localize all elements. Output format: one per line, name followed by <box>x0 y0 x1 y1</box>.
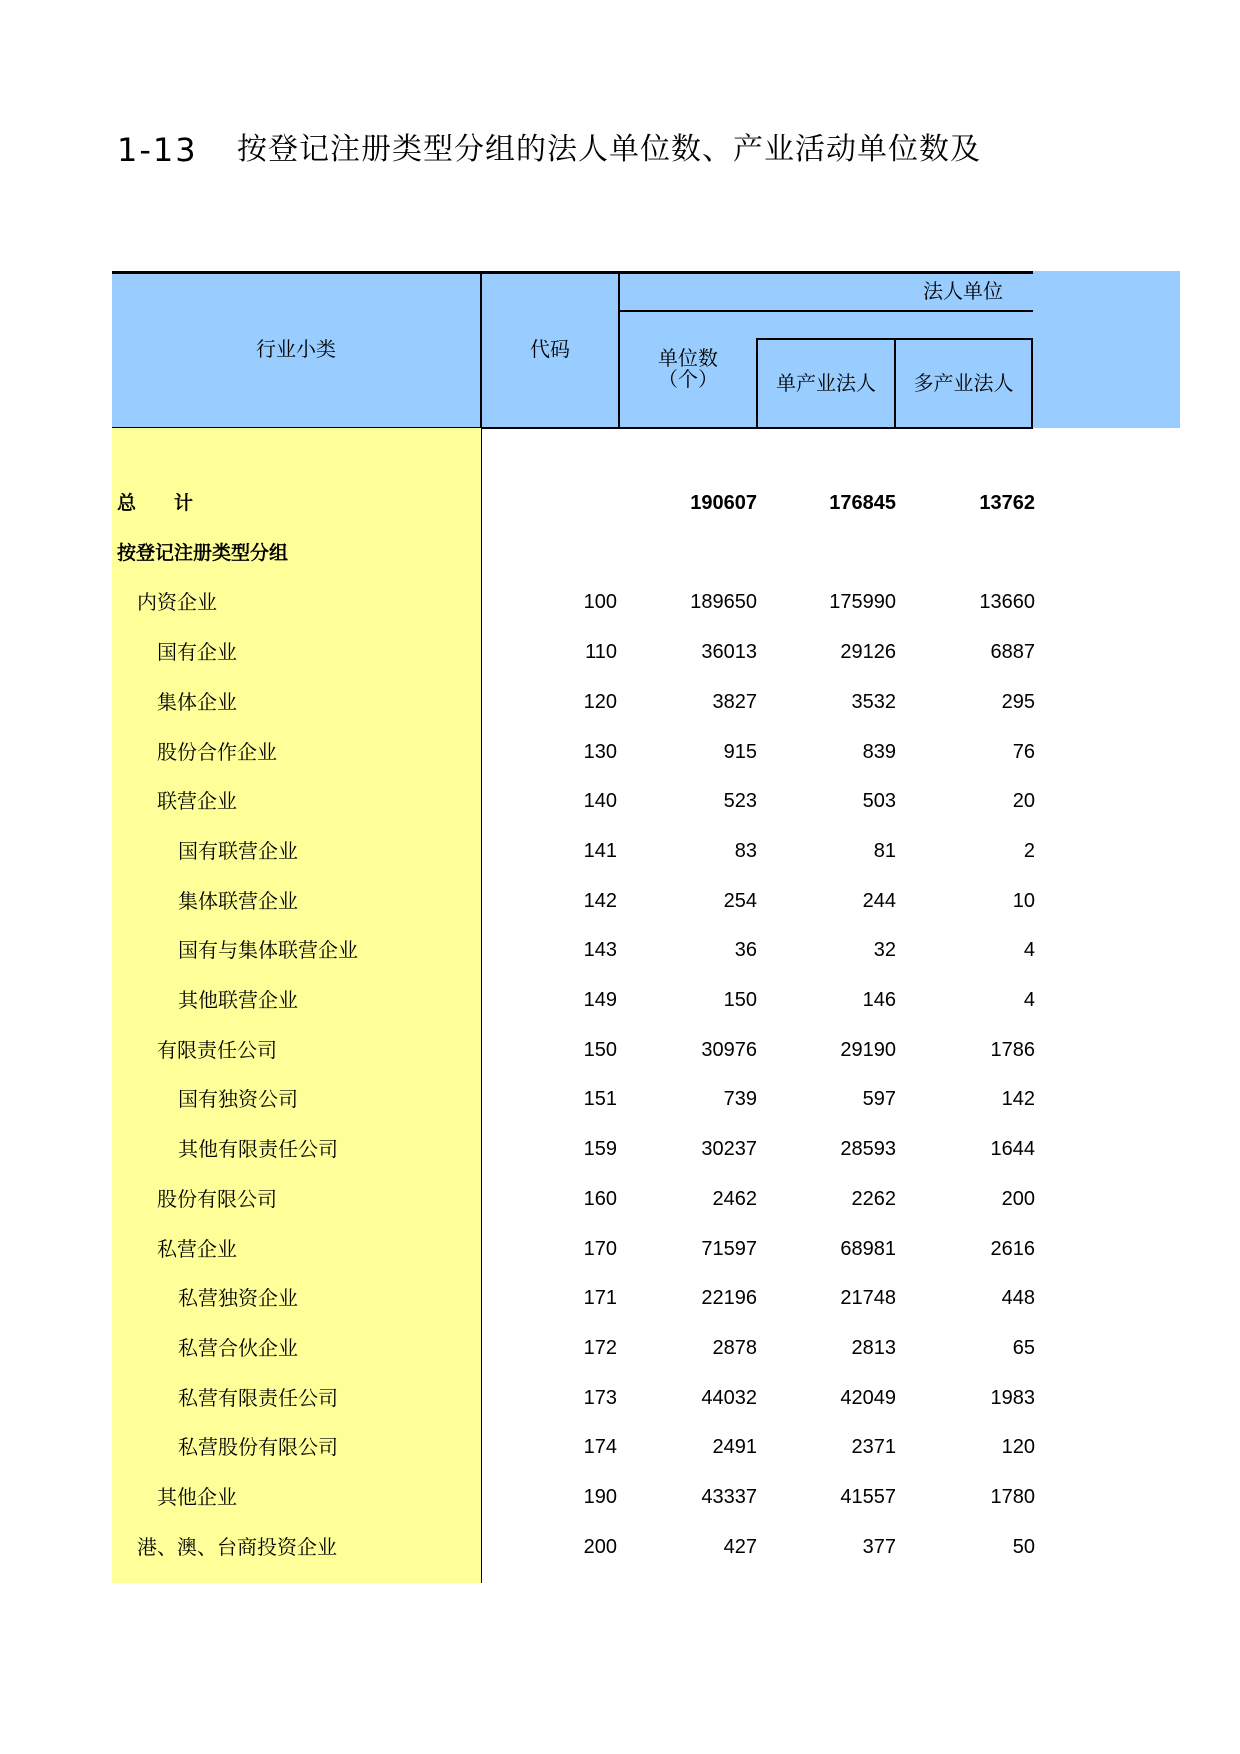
row-name: 集体企业 <box>157 690 237 714</box>
table-row <box>0 1522 1240 1572</box>
row-code: 149 <box>583 989 617 1011</box>
row-units: 523 <box>723 790 757 812</box>
row-single-industry: 244 <box>862 890 896 912</box>
row-code: 110 <box>585 641 617 663</box>
row-single-industry: 32 <box>873 939 896 961</box>
row-single-industry: 175990 <box>829 591 896 613</box>
table-row <box>0 677 1240 727</box>
row-multi-industry: 1644 <box>990 1138 1035 1160</box>
row-single-industry: 41557 <box>840 1486 896 1508</box>
row-single-industry: 2262 <box>851 1188 896 1210</box>
row-multi-industry: 76 <box>1012 741 1035 763</box>
row-units: 83 <box>734 840 757 862</box>
row-units: 427 <box>723 1536 757 1558</box>
row-code: 159 <box>583 1138 617 1160</box>
row-name: 集体联营企业 <box>178 889 298 913</box>
row-single-industry: 42049 <box>840 1387 896 1409</box>
row-units: 30976 <box>701 1039 757 1061</box>
row-units: 22196 <box>701 1287 757 1309</box>
row-code: 142 <box>583 890 617 912</box>
table-row <box>0 1074 1240 1124</box>
row-code: 160 <box>583 1188 617 1210</box>
row-units: 254 <box>723 890 757 912</box>
row-units: 3827 <box>712 691 757 713</box>
row-code: 120 <box>583 691 617 713</box>
header-code: 代码 <box>530 337 570 361</box>
row-code: 171 <box>583 1287 617 1309</box>
row-code: 151 <box>583 1088 617 1110</box>
table-title: 按登记注册类型分组的法人单位数、产业活动单位数及 <box>237 132 981 167</box>
row-single-industry: 839 <box>862 741 896 763</box>
table-row <box>0 776 1240 826</box>
row-units: 739 <box>723 1088 757 1110</box>
header-single-industry: 单产业法人 <box>776 371 876 395</box>
row-multi-industry: 1983 <box>990 1387 1035 1409</box>
row-code <box>482 478 617 528</box>
row-units: 2491 <box>712 1436 757 1458</box>
row-units: 915 <box>723 741 757 763</box>
row-units: 190607 <box>690 492 757 514</box>
row-name: 私营股份有限公司 <box>178 1435 338 1459</box>
row-name: 私营企业 <box>157 1237 237 1261</box>
table-row <box>0 1124 1240 1174</box>
row-single-industry: 377 <box>862 1536 896 1558</box>
row-name: 其他有限责任公司 <box>178 1137 338 1161</box>
table-row <box>0 478 1240 528</box>
table-row <box>0 1373 1240 1423</box>
row-code: 200 <box>583 1536 617 1558</box>
row-single-industry: 28593 <box>840 1138 896 1160</box>
row-name: 总 计 <box>117 492 194 514</box>
row-single-industry: 2813 <box>851 1337 896 1359</box>
legal-group-underline <box>618 310 1033 312</box>
table-row <box>0 1025 1240 1075</box>
row-multi-industry: 448 <box>1001 1287 1035 1309</box>
row-single-industry <box>761 528 896 578</box>
row-code: 143 <box>583 939 617 961</box>
row-multi-industry: 1780 <box>990 1486 1035 1508</box>
row-code <box>482 528 617 578</box>
row-multi-industry: 295 <box>1001 691 1035 713</box>
row-name: 有限责任公司 <box>157 1038 277 1062</box>
row-name: 私营有限责任公司 <box>178 1386 338 1410</box>
row-single-industry: 3532 <box>851 691 896 713</box>
row-multi-industry <box>900 528 1035 578</box>
row-single-industry: 146 <box>862 989 896 1011</box>
row-single-industry: 503 <box>862 790 896 812</box>
header-units-unit: （个） <box>658 367 718 391</box>
table-number: 1-13 <box>117 131 198 169</box>
row-multi-industry: 200 <box>1001 1188 1035 1210</box>
row-multi-industry: 13762 <box>979 492 1035 514</box>
row-single-industry: 81 <box>873 840 896 862</box>
row-code: 170 <box>583 1238 617 1260</box>
row-single-industry: 68981 <box>840 1238 896 1260</box>
row-units: 44032 <box>701 1387 757 1409</box>
row-name: 国有独资公司 <box>178 1087 298 1111</box>
row-code: 190 <box>583 1486 617 1508</box>
header-units-count: 单位数 <box>658 346 718 370</box>
row-multi-industry: 65 <box>1012 1337 1035 1359</box>
row-code: 130 <box>583 741 617 763</box>
row-multi-industry: 6887 <box>990 641 1035 663</box>
table-row <box>0 577 1240 627</box>
row-name: 国有企业 <box>157 640 237 664</box>
row-units: 189650 <box>690 591 757 613</box>
row-multi-industry: 2616 <box>990 1238 1035 1260</box>
row-name: 其他企业 <box>157 1485 237 1509</box>
header-industry: 行业小类 <box>256 337 336 361</box>
row-code: 100 <box>583 591 617 613</box>
table-row <box>0 975 1240 1025</box>
row-multi-industry: 20 <box>1012 790 1035 812</box>
row-units: 30237 <box>701 1138 757 1160</box>
row-units: 2878 <box>712 1337 757 1359</box>
row-multi-industry: 4 <box>1023 939 1035 961</box>
multi-column-right-border <box>1031 338 1033 428</box>
page-title <box>117 128 1157 172</box>
row-multi-industry: 13660 <box>979 591 1035 613</box>
row-name: 其他联营企业 <box>178 988 298 1012</box>
header-legal-units: 法人单位 <box>923 279 1003 303</box>
row-single-industry: 2371 <box>851 1436 896 1458</box>
row-code: 174 <box>583 1436 617 1458</box>
row-code: 150 <box>583 1039 617 1061</box>
row-name: 国有与集体联营企业 <box>178 938 358 962</box>
table-row <box>0 925 1240 975</box>
row-units: 36 <box>734 939 757 961</box>
table-row <box>0 528 1240 578</box>
row-name: 港、澳、台商投资企业 <box>137 1535 337 1559</box>
row-code: 140 <box>583 790 617 812</box>
row-code: 172 <box>583 1337 617 1359</box>
header-multi-industry: 多产业法人 <box>913 371 1014 395</box>
row-name: 联营企业 <box>157 789 237 813</box>
row-single-industry: 176845 <box>829 492 896 514</box>
row-units <box>622 528 757 578</box>
table-row <box>0 876 1240 926</box>
row-multi-industry: 142 <box>1001 1088 1035 1110</box>
row-name: 私营独资企业 <box>178 1286 298 1310</box>
row-units: 150 <box>723 989 757 1011</box>
row-multi-industry: 1786 <box>990 1039 1035 1061</box>
row-code: 173 <box>583 1387 617 1409</box>
row-name: 按登记注册类型分组 <box>117 542 289 564</box>
header-top-border <box>112 271 1033 274</box>
row-multi-industry: 2 <box>1023 840 1035 862</box>
row-units: 2462 <box>712 1188 757 1210</box>
table-row <box>0 1273 1240 1323</box>
row-name: 股份有限公司 <box>157 1187 277 1211</box>
table-row <box>0 1472 1240 1522</box>
row-units: 36013 <box>701 641 757 663</box>
row-name: 国有联营企业 <box>178 839 298 863</box>
table-row <box>0 1323 1240 1373</box>
row-units: 71597 <box>701 1238 757 1260</box>
table-row <box>0 1174 1240 1224</box>
row-single-industry: 21748 <box>840 1287 896 1309</box>
row-name: 内资企业 <box>137 590 217 614</box>
row-multi-industry: 50 <box>1012 1536 1035 1558</box>
table-row <box>0 727 1240 777</box>
table-row <box>0 1422 1240 1472</box>
table-row <box>0 1224 1240 1274</box>
row-multi-industry: 120 <box>1001 1436 1035 1458</box>
row-name: 股份合作企业 <box>157 740 277 764</box>
row-name: 私营合伙企业 <box>178 1336 298 1360</box>
row-single-industry: 597 <box>862 1088 896 1110</box>
table-row <box>0 627 1240 677</box>
row-multi-industry: 4 <box>1023 989 1035 1011</box>
row-single-industry: 29126 <box>840 641 896 663</box>
row-units: 43337 <box>701 1486 757 1508</box>
row-single-industry: 29190 <box>840 1039 896 1061</box>
row-code: 141 <box>583 840 617 862</box>
table-row <box>0 826 1240 876</box>
row-multi-industry: 10 <box>1012 890 1035 912</box>
